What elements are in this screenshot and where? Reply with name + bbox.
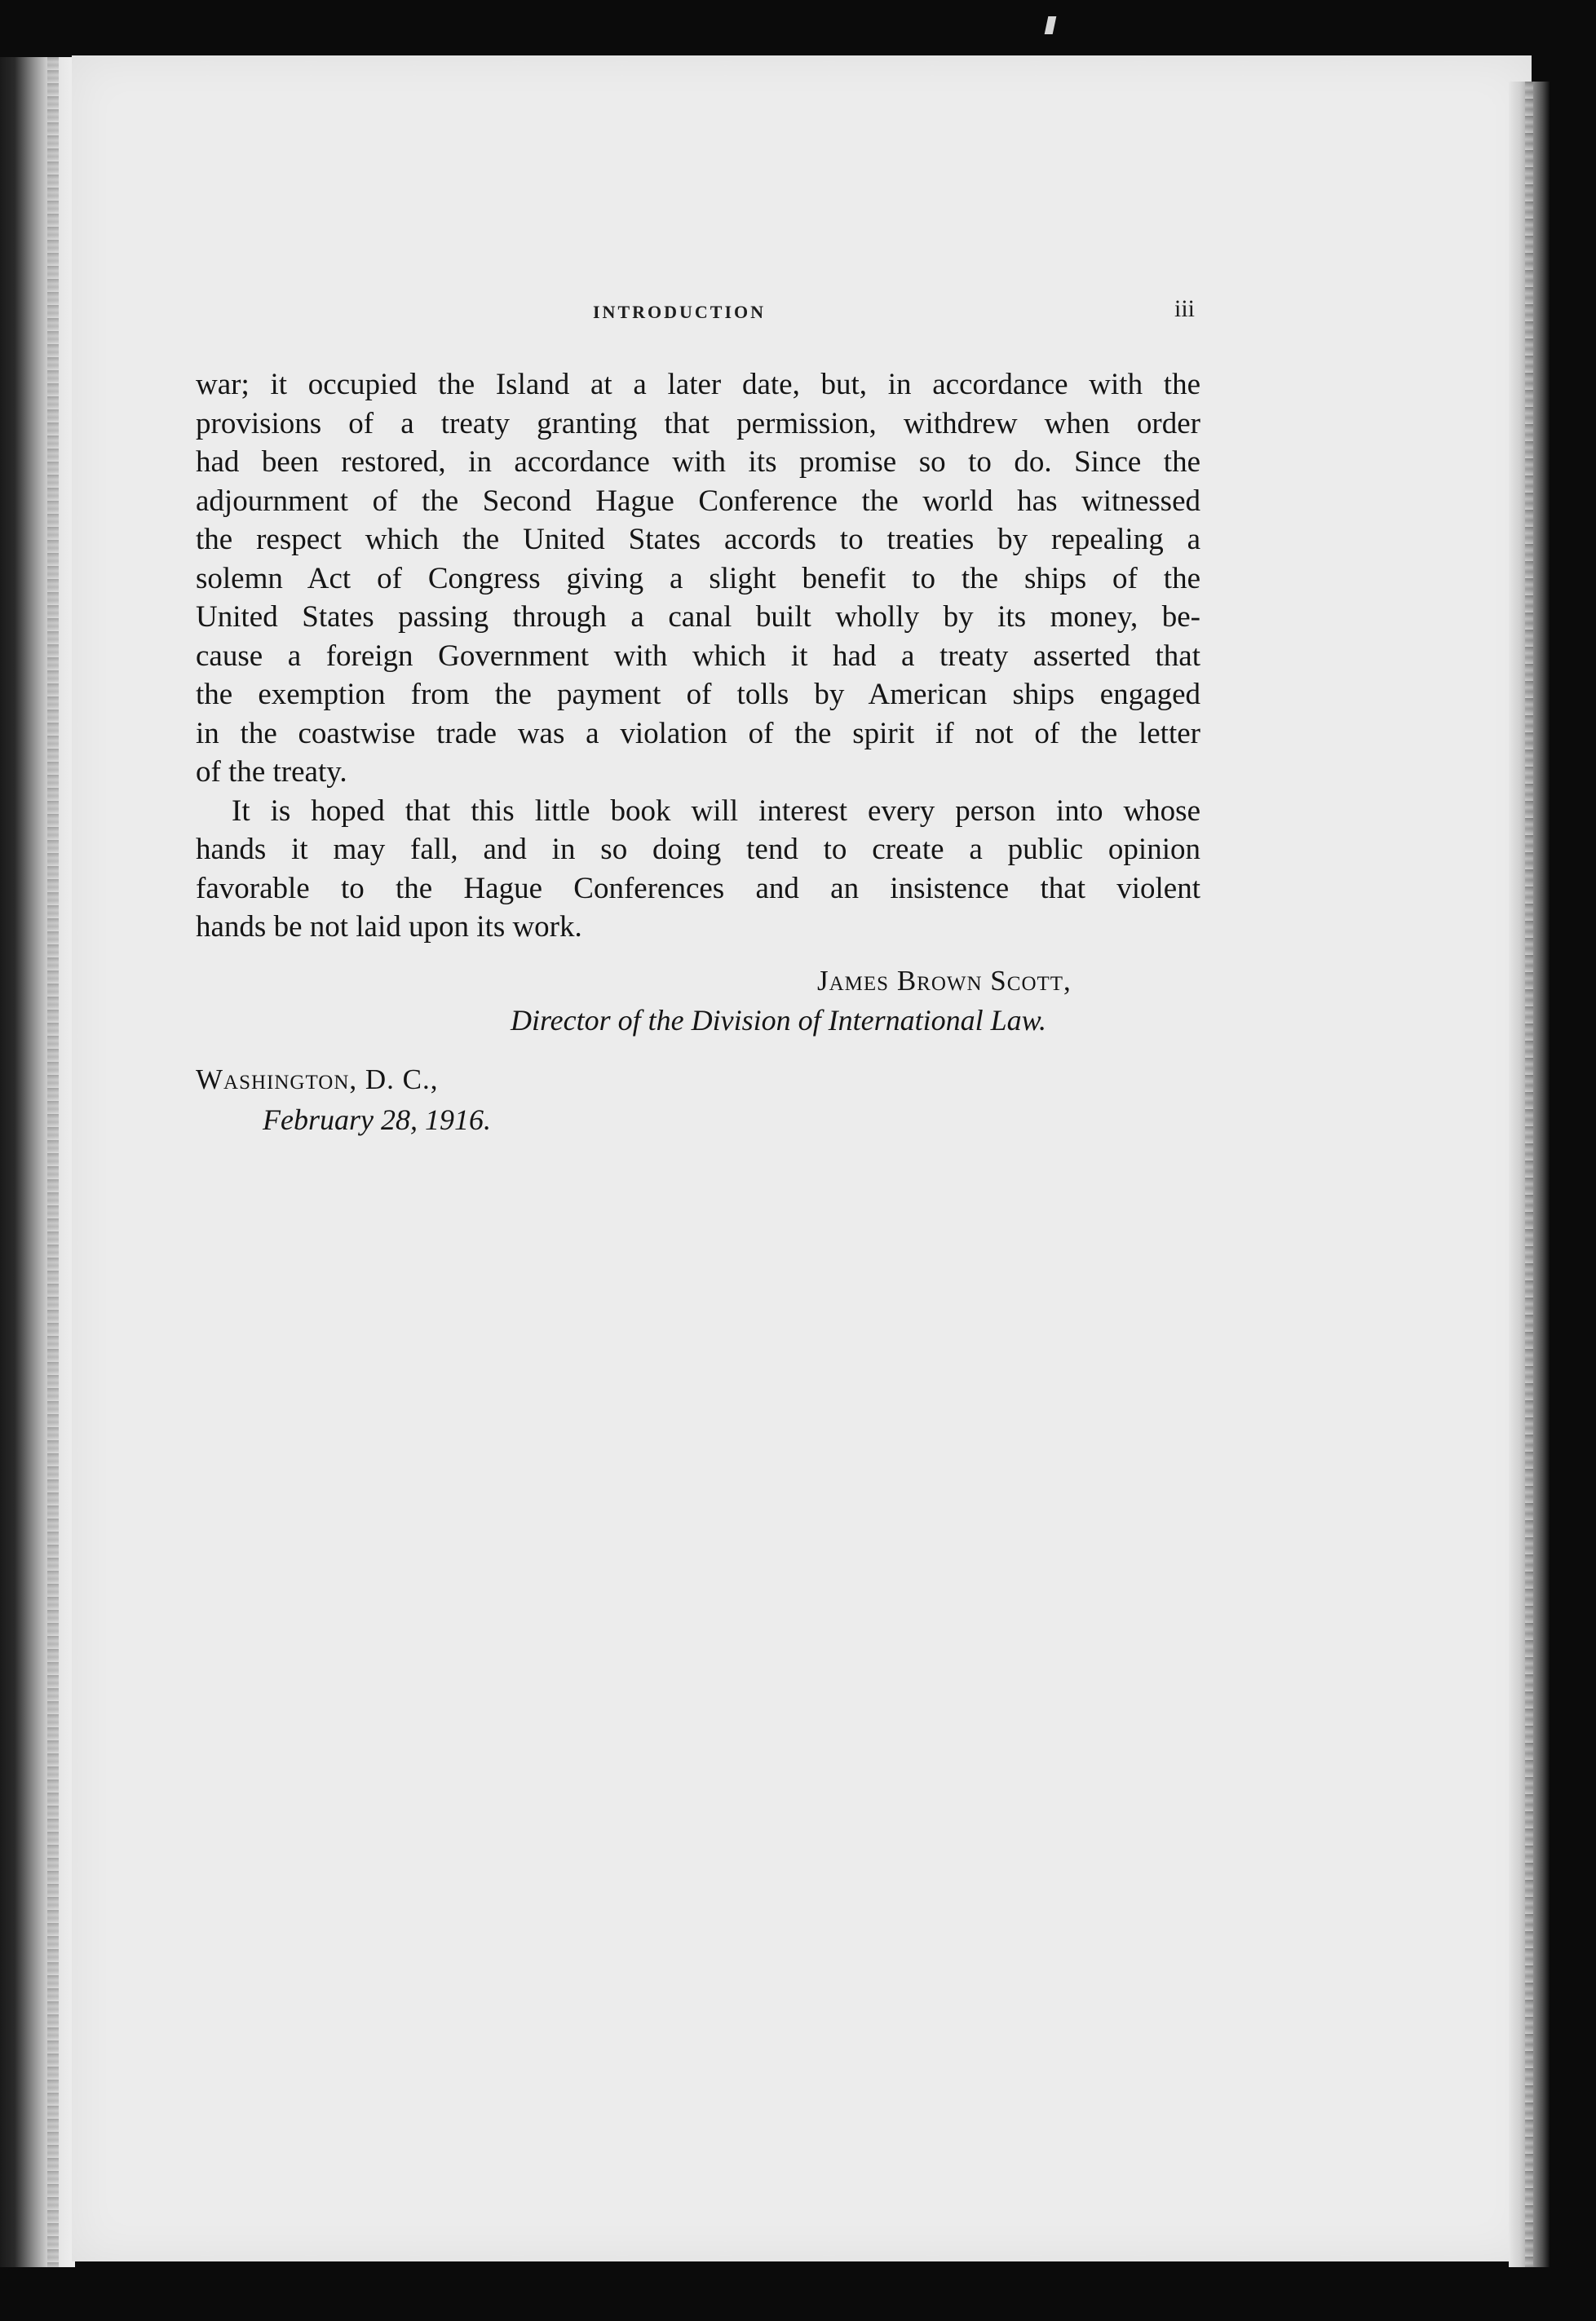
- text-line: It is hoped that this little book will interest every person into whose: [232, 794, 1200, 828]
- text-line: hands it may fall, and in so doing tend to create a public opinion: [196, 833, 1200, 866]
- text-line: hands be not laid upon its work.: [196, 910, 582, 944]
- text-line: the respect which the United States accords to treaties by repealing a: [196, 523, 1200, 556]
- right-page-edge: [1509, 82, 1550, 2267]
- scan-bottom-margin: [0, 2267, 1596, 2321]
- text-line: provisions of a treaty granting that permission, withdrew when order: [196, 406, 1200, 440]
- dateline-place: Washington, D. C.,: [196, 1063, 439, 1095]
- signature-title: Director of the Division of International Law.: [511, 1004, 1046, 1037]
- left-page-edge: [0, 57, 75, 2275]
- paragraph-2: [196, 792, 1200, 947]
- text-line: of the treaty.: [196, 755, 347, 789]
- text-line: United States passing through a canal built wholly by its money, be-: [196, 600, 1200, 634]
- text-line: solemn Act of Congress giving a slight benefit to the ships of the: [196, 561, 1200, 595]
- text-line: had been restored, in accordance with its promise so to do. Since the: [196, 445, 1200, 479]
- text-line: cause a foreign Government with which it had a treaty asserted that: [196, 639, 1200, 673]
- text-line: favorable to the Hague Conferences and an insistence that violent: [196, 871, 1200, 905]
- text-line: in the coastwise trade was a violation of the spirit if not of the letter: [196, 716, 1200, 750]
- paragraph-1: [196, 365, 1200, 792]
- text-line: the exemption from the payment of tolls by American ships engaged: [196, 678, 1200, 711]
- text-line: war; it occupied the Island at a later date, but, in accordance with the: [196, 368, 1200, 401]
- text-line: adjournment of the Second Hague Conference the world has witnessed: [196, 484, 1200, 518]
- page-number: iii: [1174, 295, 1196, 322]
- running-head: INTRODUCTION: [593, 302, 767, 322]
- signature-name: James Brown Scott,: [817, 965, 1072, 997]
- body-text: [196, 365, 1200, 947]
- dateline-date: February 28, 1916.: [263, 1103, 491, 1136]
